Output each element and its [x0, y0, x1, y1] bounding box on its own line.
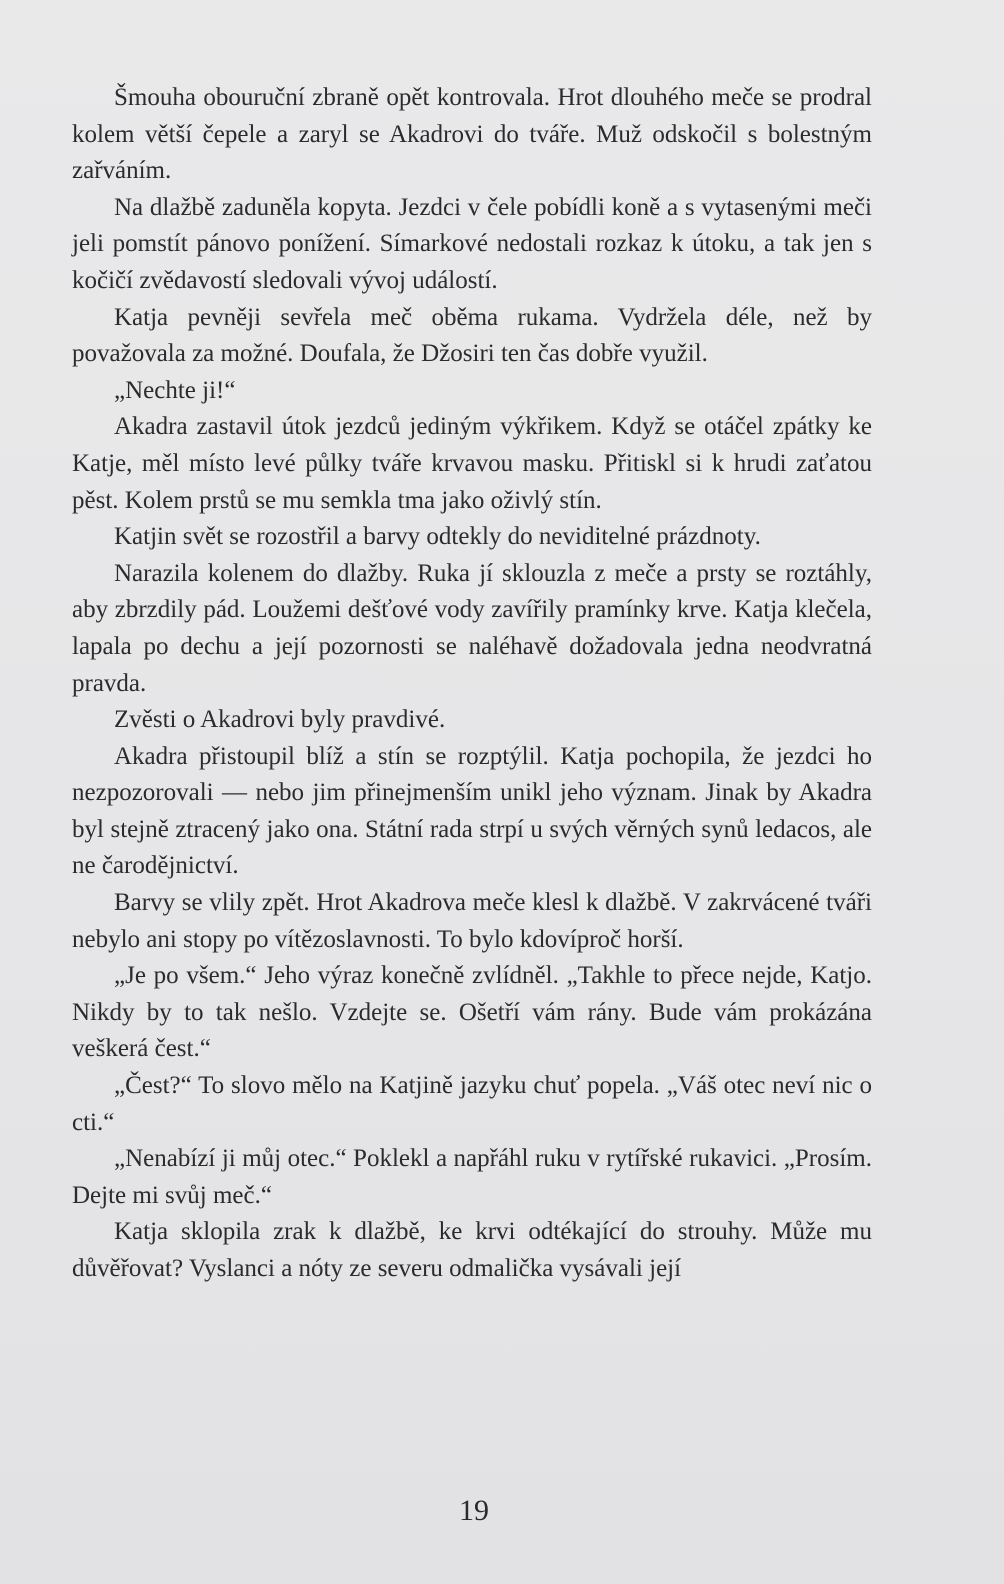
paragraph-2: Na dlažbě zaduněla kopyta. Jezdci v čele pobídli koně a s vytasenými meči jeli pomstít pánovo ponížení. Símarkové nedostali rozkaz k útoku, a tak jen s kočičí zvědavostí sledovali vývoj událostí.: [72, 193, 872, 294]
paragraph-6: Katjin svět se rozostřil a barvy odtekly do neviditelné prázdnoty.: [114, 523, 761, 551]
paragraph-10: Barvy se vlily zpět. Hrot Akadrova meče klesl k dlažbě. V zakrvácené tváři nebylo ani stopy po vítězoslavnosti. To bylo kdovíproč horší.: [72, 889, 872, 953]
paragraph-3: Katja pevněji sevřela meč oběma rukama. Vydržela déle, než by považovala za možné. Doufala, že Džosiri ten čas dobře využil.: [72, 303, 872, 368]
paragraph-7: Narazila kolenem do dlažby. Ruka jí sklouzla z meče a prsty se roztáhly, aby zbrzdily pád. Loužemi dešťové vody zavířily pramínky krve. Katja klečela, lapala po dechu a její pozornosti se naléhavě dožadovala jedna neodvratná pravda.: [72, 559, 872, 697]
paragraph-4: „Nechte ji!“: [114, 376, 236, 404]
paragraph-13: „Nenabízí ji můj otec.“ Poklekl a napřáhl ruku v rytířské rukavici. „Prosím. Dejte mi svůj meč.“: [72, 1145, 872, 1209]
body-text: [72, 80, 872, 1288]
paragraph-1: Šmouha obouruční zbraně opět kontrovala. Hrot dlouhého meče se prodral kolem větší čepele a zaryl se Akadrovi do tváře. Muž odskočil s bolestným zařváním.: [72, 84, 872, 185]
paragraph-14: Katja sklopila zrak k dlažbě, ke krvi odtékající do strouhy. Může mu důvěřovat? Vyslanci a nóty ze severu odmalička vysávali její: [72, 1218, 872, 1282]
page-number: 19: [459, 1494, 489, 1527]
paragraph-11: „Je po všem.“ Jeho výraz konečně zvlídněl. „Takhle to přece nejde, Katjo. Nikdy by to tak nešlo. Vzdejte se. Ošetří vám rány. Bude vám prokázána veškerá čest.“: [72, 962, 872, 1063]
paragraph-9: Akadra přistoupil blíž a stín se rozptýlil. Katja pochopila, že jezdci ho nezpozorovali — nebo jim přinejmenším unikl jeho význam. Jinak by Akadra byl stejně ztracený jako ona. Státní rada strpí u svých věrných synů ledacos, ale ne čarodějnictví.: [72, 742, 872, 880]
paragraph-12: „Čest?“ To slovo mělo na Katjině jazyku chuť popela. „Váš otec neví nic o cti.“: [72, 1072, 872, 1136]
paragraph-8: Zvěsti o Akadrovi byly pravdivé.: [114, 706, 446, 734]
paragraph-5: Akadra zastavil útok jezdců jediným výkřikem. Když se otáčel zpátky ke Katje, měl místo levé půlky tváře krvavou masku. Přitiskl si k hrudi zaťatou pěst. Kolem prstů se mu semkla tma jako oživlý stín.: [72, 413, 872, 514]
